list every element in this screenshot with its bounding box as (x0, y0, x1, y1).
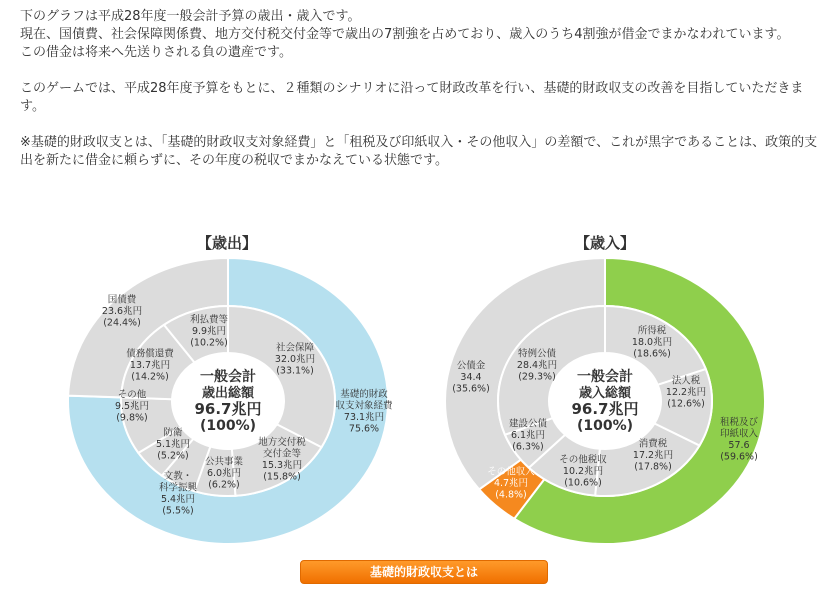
revenue-outer-label: 公債金 34.4 (35.6%) (452, 360, 490, 395)
expenditure-outer-label: 国債費 23.6兆円(24.4%) (101, 294, 143, 329)
revenue-inner-label: 特例公債 28.4兆円(29.3%) (516, 348, 558, 383)
expenditure-center-text: 96.7兆円 (194, 400, 262, 418)
primary-balance-button[interactable]: 基礎的財政収支とは (300, 560, 548, 584)
revenue-outer-label: その他収入 4.7兆円(4.8%) (487, 466, 535, 501)
expenditure-chart-title: 【歳出】 (196, 234, 257, 252)
revenue-center-text: 一般会計 (577, 369, 633, 385)
expenditure-center-text: (100%) (199, 418, 257, 434)
revenue-donut-chart (443, 256, 767, 546)
revenue-inner-label: 法人税 12.2兆円(12.6%) (665, 375, 707, 410)
expenditure-inner-label: 地方交付税交付金等 15.3兆円(15.8%) (258, 436, 306, 483)
expenditure-center-text: 一般会計 (200, 369, 256, 385)
intro-line-3: この借金は将来へ先送りされる負の遺産です。 (20, 45, 292, 60)
revenue-center-text: (100%) (576, 418, 634, 434)
revenue-inner-label: その他税収 10.2兆円(10.6%) (559, 454, 607, 489)
expenditure-donut-chart (66, 256, 393, 546)
revenue-center-text: 96.7兆円 (571, 400, 639, 418)
intro-line-5: ※基礎的財政収支とは、「基礎的財政収支対象経費」と「租税及び印紙収入・その他収入」の差額で、これが黒字であることは、政策的支出を新たに借金に頼らずに、その年度の税収でまかなえている状態です。 (20, 135, 818, 168)
expenditure-inner-label: 債務償還費 13.7兆円(14.2%) (126, 348, 174, 383)
expenditure-inner-label: 利払費等 9.9兆円(10.2%) (189, 314, 229, 349)
expenditure-inner-label: 公共事業 6.0兆円(6.2%) (204, 456, 244, 491)
intro-line-4: このゲームでは、平成28年度予算をもとに、２種類のシナリオに沿って財政改革を行い、基礎的財政収支の改善を目指していただきます。 (20, 81, 804, 114)
expenditure-inner-label: 社会保障 32.0兆円(33.1%) (274, 342, 316, 377)
expenditure-inner-label: 文教・科学振興 5.4兆円(5.5%) (158, 470, 198, 517)
expenditure-center-text: 歳出総額 (201, 386, 255, 401)
expenditure-outer-label: 基礎的財政収支対象経費 73.1兆円 75.6% (335, 388, 393, 435)
revenue-inner-label: 消費税 17.2兆円(17.8%) (632, 438, 674, 473)
revenue-inner-label: 建設公債 6.1兆円(6.3%) (508, 418, 548, 453)
intro-line-2: 現在、国債費、社会保障関係費、地方交付税交付金等で歳出の7割強を占めており、歳入のうち4割強が借金でまかなわれています。 (20, 27, 790, 42)
expenditure-inner-label: その他 9.5兆円(9.8%) (114, 389, 150, 424)
revenue-center-text: 歳入総額 (578, 386, 632, 401)
intro-text (20, 8, 820, 170)
revenue-chart-title: 【歳入】 (574, 234, 635, 252)
expenditure-inner-label: 防衛 5.1兆円(5.2%) (155, 427, 191, 462)
revenue-inner-label: 所得税 18.0兆円(18.6%) (631, 325, 673, 360)
revenue-outer-label: 租税及び印紙収入 57.6 (59.6%) (719, 416, 759, 463)
intro-line-1: 下のグラフは平成28年度一般会計予算の歳出・歳入です。 (20, 9, 361, 24)
